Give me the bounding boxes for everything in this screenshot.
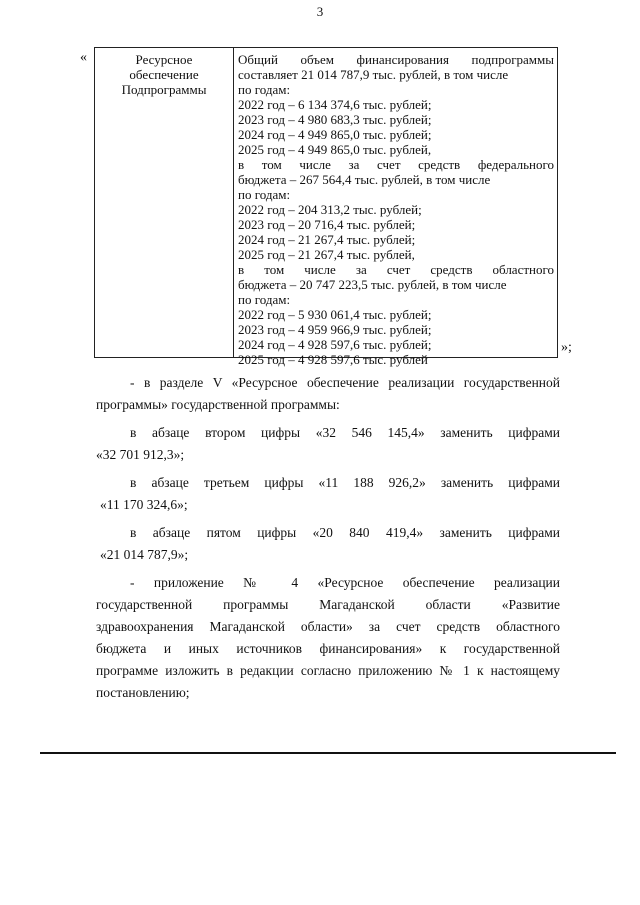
resource-table [94, 47, 558, 367]
funding-line: 2024 год – 21 267,4 тыс. рублей; [238, 232, 416, 247]
paragraph-line: постановлению; [96, 685, 190, 700]
funding-line: в том числе за счет средств федерального [238, 157, 554, 172]
closing-quote: »; [561, 340, 572, 355]
paragraph-line: «21 014 787,9»; [100, 547, 189, 562]
paragraph-line: «11 170 324,6»; [100, 497, 188, 512]
paragraph-line: программе изложить в редакции согласно приложению № 1 к настоящему [96, 663, 560, 678]
paragraph-line: в абзаце пятом цифры «20 840 419,4» заменить цифрами [130, 525, 560, 540]
funding-line: бюджета – 20 747 223,5 тыс. рублей, в том числе [238, 277, 507, 292]
funding-line: 2024 год – 4 928 597,6 тыс. рублей; [238, 337, 432, 352]
funding-line: по годам: [238, 187, 291, 202]
paragraph-line: программы» государственной программы: [96, 397, 340, 412]
funding-line: по годам: [238, 82, 291, 97]
funding-line: 2023 год – 4 959 966,9 тыс. рублей; [238, 322, 432, 337]
funding-line: 2022 год – 5 930 061,4 тыс. рублей; [238, 307, 432, 322]
page-number: 3 [316, 4, 324, 19]
opening-quote: « [80, 50, 87, 65]
table-column-divider [233, 48, 234, 357]
funding-line: 2023 год – 4 980 683,3 тыс. рублей; [238, 112, 432, 127]
paragraph-line: государственной программы Магаданской области «Развитие [96, 597, 560, 612]
paragraph-line: - приложение № 4 «Ресурсное обеспечение реализации [130, 575, 560, 590]
paragraph [96, 472, 560, 516]
paragraph-line: в абзаце втором цифры «32 546 145,4» заменить цифрами [130, 425, 560, 440]
funding-line: составляет 21 014 787,9 тыс. рублей, в том числе [238, 67, 509, 82]
paragraph [96, 572, 560, 704]
funding-line: Общий объем финансирования подпрограммы [238, 52, 554, 67]
funding-line: 2023 год – 20 716,4 тыс. рублей; [238, 217, 416, 232]
paragraph-line: - в разделе V «Ресурсное обеспечение реализации государственной [130, 375, 560, 390]
funding-line: 2022 год – 6 134 374,6 тыс. рублей; [238, 97, 432, 112]
funding-line: 2025 год – 21 267,4 тыс. рублей, [238, 247, 415, 262]
funding-line: 2025 год – 4 949 865,0 тыс. рублей, [238, 142, 432, 157]
left-cell-line: Подпрограммы [121, 82, 207, 97]
funding-line: в том числе за счет средств областного [238, 262, 554, 277]
left-cell-line: обеспечение [129, 67, 199, 82]
paragraph-line: «32 701 912,3»; [96, 447, 185, 462]
table-left-cell [95, 52, 233, 97]
table-right-cell [238, 52, 554, 367]
funding-line: бюджета – 267 564,4 тыс. рублей, в том числе [238, 172, 491, 187]
paragraph [96, 522, 560, 566]
funding-line: 2022 год – 204 313,2 тыс. рублей; [238, 202, 422, 217]
paragraph-line: бюджета и иных источников финансирования» к государственной [96, 641, 560, 656]
paragraph-line: в абзаце третьем цифры «11 188 926,2» заменить цифрами [130, 475, 560, 490]
funding-line: 2025 год – 4 928 597,6 тыс. рублей [238, 352, 428, 367]
funding-line: по годам: [238, 292, 291, 307]
paragraph-line: здравоохранения Магаданской области» за счет средств областного [96, 619, 560, 634]
body-text [96, 372, 560, 704]
paragraph [96, 372, 560, 416]
bottom-rule [40, 752, 616, 754]
funding-line: 2024 год – 4 949 865,0 тыс. рублей; [238, 127, 432, 142]
paragraph [96, 422, 560, 466]
left-cell-line: Ресурсное [135, 52, 193, 67]
